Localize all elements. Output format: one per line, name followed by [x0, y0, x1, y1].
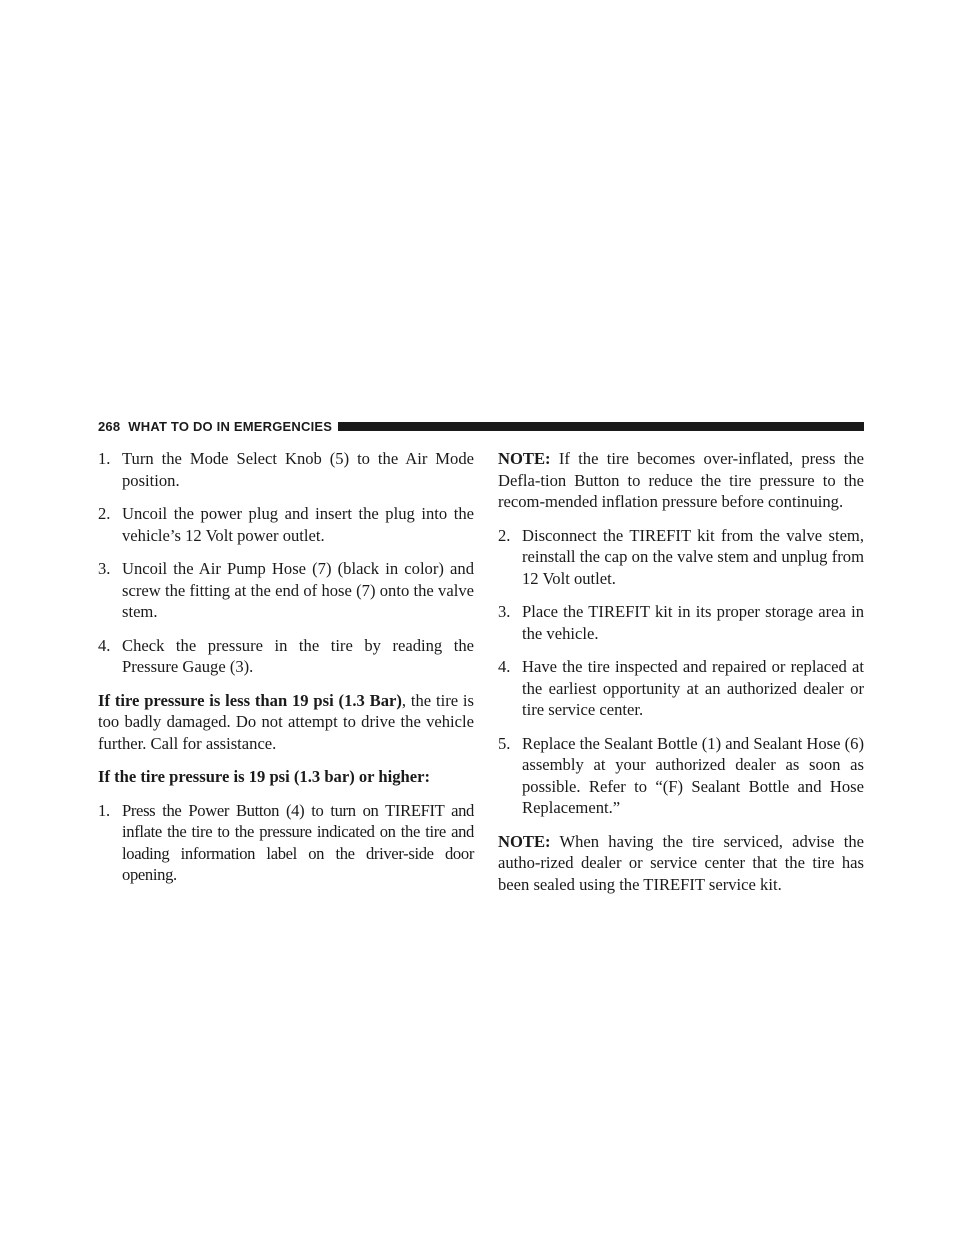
step-number: 4.	[98, 635, 111, 655]
step-number: 5.	[498, 733, 511, 753]
page-header	[98, 418, 864, 434]
low-pressure-lead: If tire pressure is less than 19 psi (1.3 Bar)	[98, 690, 402, 710]
step-number: 4.	[498, 657, 511, 676]
low-pressure-paragraph	[98, 690, 474, 755]
step-item	[498, 733, 864, 819]
left-column	[98, 448, 474, 898]
note-label: NOTE:	[498, 831, 551, 851]
step-number: 1.	[98, 449, 111, 468]
step-item	[98, 503, 474, 546]
step-number: 3.	[498, 602, 511, 621]
step-item	[498, 601, 864, 644]
note-paragraph	[498, 831, 864, 896]
header-rule	[338, 422, 864, 431]
step-number: 2.	[498, 525, 511, 545]
step-item	[98, 448, 474, 491]
step-item	[498, 656, 864, 721]
step-text: Turn the Mode Select Knob (5) to the Air Mode position.	[122, 449, 474, 490]
step-number: 1.	[98, 800, 110, 820]
step-text: Replace the Sealant Bottle (1) and Sealant Hose (6) assembly at your authorized dealer as soon as possible. Refer to “(F) Sealant Bottle and Hose Replacement.”	[522, 733, 864, 817]
step-text: Disconnect the TIREFIT kit from the valve stem, reinstall the cap on the valve stem and unplug from 12 Volt outlet.	[522, 525, 864, 588]
step-item	[498, 525, 864, 590]
low-pressure-text: , the tire is too badly damaged. Do not attempt to drive the vehicle further. Call for assistance.	[98, 690, 474, 753]
note-text: If the tire becomes over-inflated, press the Defla-tion Button to reduce the tire pressure to the recom-mended inflation pressure before continuing.	[498, 449, 864, 511]
step-number: 3.	[98, 559, 111, 578]
right-column	[498, 448, 864, 907]
step-item	[98, 635, 474, 678]
note-paragraph	[498, 448, 864, 513]
step-text: Uncoil the power plug and insert the plug into the vehicle’s 12 Volt power outlet.	[122, 504, 474, 545]
page-number: 268	[98, 418, 121, 434]
step-text: Have the tire inspected and repaired or replaced at the earliest opportunity at an authorized dealer or tire service center.	[522, 657, 864, 719]
step-text: Uncoil the Air Pump Hose (7) (black in color) and screw the fitting at the end of hose (7) onto the valve stem.	[122, 559, 474, 621]
step-item	[98, 800, 474, 886]
section-title: WHAT TO DO IN EMERGENCIES	[128, 418, 333, 434]
step-text: Place the TIREFIT kit in its proper storage area in the vehicle.	[522, 602, 864, 643]
note-label: NOTE:	[498, 449, 551, 468]
high-pressure-heading: If the tire pressure is 19 psi (1.3 bar) or higher:	[98, 767, 431, 786]
note-text: When having the tire serviced, advise the autho-rized dealer or service center that the tire has been sealed using the TIREFIT service kit.	[498, 831, 864, 894]
step-number: 2.	[98, 504, 111, 523]
step-item	[98, 558, 474, 623]
step-text: Check the pressure in the tire by reading the Pressure Gauge (3).	[122, 635, 474, 676]
step-text: Press the Power Button (4) to turn on TIREFIT and inflate the tire to the pressure indicated on the tire and loading information label on the driver-side door opening.	[122, 800, 474, 884]
